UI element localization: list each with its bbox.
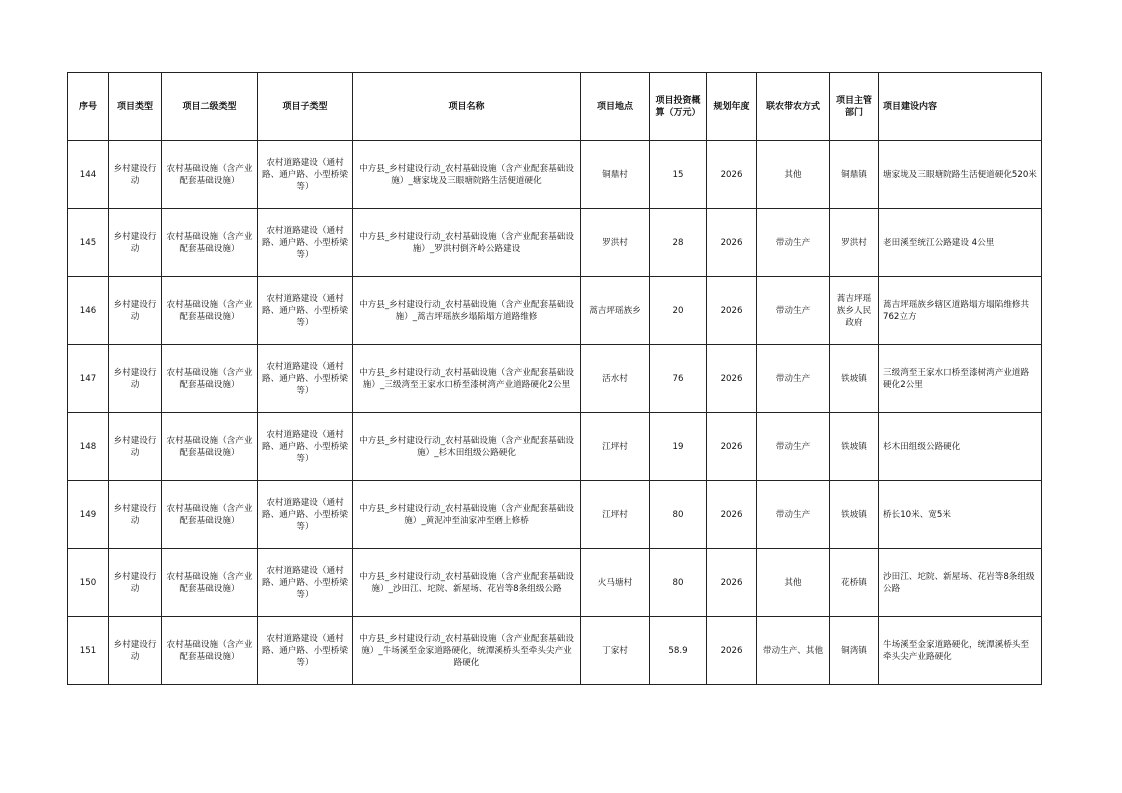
cell-subtype2: 农村基础设施（含产业配套基础设施） [162, 141, 258, 209]
header-no: 序号 [68, 73, 109, 141]
cell-mode: 其他 [757, 549, 830, 617]
cell-dept: 蒿吉坪瑶族乡人民政府 [830, 277, 879, 345]
cell-year: 2026 [707, 277, 757, 345]
cell-mode: 其他 [757, 141, 830, 209]
cell-content: 沙田江、坨院、新屋场、花岩等8条组级公路 [879, 549, 1042, 617]
cell-name: 中方县_乡村建设行动_农村基础设施（含产业配套基础设施）_三级湾至王家水口桥至漆树湾产业道路硬化2公里 [353, 345, 581, 413]
header-dept: 项目主管部门 [830, 73, 879, 141]
cell-mode: 带动生产 [757, 209, 830, 277]
cell-location: 铜鼎村 [581, 141, 650, 209]
cell-subtype: 农村道路建设（通村路、通户路、小型桥梁等） [258, 345, 353, 413]
cell-budget: 80 [650, 481, 707, 549]
cell-content: 三级湾至王家水口桥至漆树湾产业道路硬化2公里 [879, 345, 1042, 413]
cell-subtype2: 农村基础设施（含产业配套基础设施） [162, 413, 258, 481]
cell-budget: 80 [650, 549, 707, 617]
header-subtype: 项目子类型 [258, 73, 353, 141]
cell-no: 145 [68, 209, 109, 277]
cell-no: 149 [68, 481, 109, 549]
cell-budget: 19 [650, 413, 707, 481]
cell-mode: 带动生产 [757, 277, 830, 345]
cell-name: 中方县_乡村建设行动_农村基础设施（含产业配套基础设施）_罗洪村倒齐岭公路建设 [353, 209, 581, 277]
cell-type: 乡村建设行动 [109, 209, 162, 277]
header-row [68, 73, 1042, 141]
cell-type: 乡村建设行动 [109, 481, 162, 549]
header-subtype2: 项目二级类型 [162, 73, 258, 141]
header-location: 项目地点 [581, 73, 650, 141]
cell-year: 2026 [707, 481, 757, 549]
table-row [68, 345, 1042, 413]
header-type: 项目类型 [109, 73, 162, 141]
cell-subtype: 农村道路建设（通村路、通户路、小型桥梁等） [258, 617, 353, 685]
cell-subtype2: 农村基础设施（含产业配套基础设施） [162, 209, 258, 277]
cell-mode: 带动生产 [757, 413, 830, 481]
cell-type: 乡村建设行动 [109, 617, 162, 685]
cell-no: 150 [68, 549, 109, 617]
cell-no: 146 [68, 277, 109, 345]
cell-subtype: 农村道路建设（通村路、通户路、小型桥梁等） [258, 481, 353, 549]
cell-mode: 带动生产、其他 [757, 617, 830, 685]
cell-location: 丁家村 [581, 617, 650, 685]
cell-mode: 带动生产 [757, 345, 830, 413]
cell-name: 中方县_乡村建设行动_农村基础设施（含产业配套基础设施）_蒿吉坪瑶族乡塌陷塌方道路维修 [353, 277, 581, 345]
cell-name: 中方县_乡村建设行动_农村基础设施（含产业配套基础设施）_塘家垅及三眼塘院路生活便道硬化 [353, 141, 581, 209]
cell-name: 中方县_乡村建设行动_农村基础设施（含产业配套基础设施）_杉木田组级公路硬化 [353, 413, 581, 481]
cell-no: 147 [68, 345, 109, 413]
table-row [68, 277, 1042, 345]
cell-location: 活水村 [581, 345, 650, 413]
table-row [68, 413, 1042, 481]
cell-content: 塘家垅及三眼塘院路生活便道硬化520米 [879, 141, 1042, 209]
cell-subtype2: 农村基础设施（含产业配套基础设施） [162, 345, 258, 413]
cell-name: 中方县_乡村建设行动_农村基础设施（含产业配套基础设施）_牛场溪至金家道路硬化，统潭溪桥头至牵头尖产业路硬化 [353, 617, 581, 685]
cell-type: 乡村建设行动 [109, 141, 162, 209]
cell-year: 2026 [707, 345, 757, 413]
header-year: 规划年度 [707, 73, 757, 141]
cell-budget: 20 [650, 277, 707, 345]
cell-year: 2026 [707, 413, 757, 481]
cell-type: 乡村建设行动 [109, 413, 162, 481]
cell-subtype2: 农村基础设施（含产业配套基础设施） [162, 549, 258, 617]
cell-subtype2: 农村基础设施（含产业配套基础设施） [162, 617, 258, 685]
cell-content: 杉木田组级公路硬化 [879, 413, 1042, 481]
cell-no: 148 [68, 413, 109, 481]
cell-content: 老田溪至统江公路建设 4公里 [879, 209, 1042, 277]
table-row [68, 141, 1042, 209]
cell-subtype2: 农村基础设施（含产业配套基础设施） [162, 481, 258, 549]
cell-content: 桥长10米、宽5米 [879, 481, 1042, 549]
table-row [68, 617, 1042, 685]
cell-year: 2026 [707, 617, 757, 685]
cell-dept: 铁坡镇 [830, 413, 879, 481]
table-row [68, 481, 1042, 549]
cell-content: 蒿吉坪瑶族乡辖区道路塌方塌陷维修共762立方 [879, 277, 1042, 345]
cell-type: 乡村建设行动 [109, 277, 162, 345]
cell-location: 火马塘村 [581, 549, 650, 617]
cell-year: 2026 [707, 549, 757, 617]
cell-content: 牛场溪至金家道路硬化，统潭溪桥头至牵头尖产业路硬化 [879, 617, 1042, 685]
cell-year: 2026 [707, 209, 757, 277]
cell-type: 乡村建设行动 [109, 549, 162, 617]
cell-dept: 铜湾镇 [830, 617, 879, 685]
table-row [68, 209, 1042, 277]
cell-budget: 76 [650, 345, 707, 413]
cell-type: 乡村建设行动 [109, 345, 162, 413]
table-row [68, 549, 1042, 617]
cell-no: 144 [68, 141, 109, 209]
project-table [67, 72, 1042, 685]
cell-dept: 花桥镇 [830, 549, 879, 617]
cell-location: 蒿吉坪瑶族乡 [581, 277, 650, 345]
cell-subtype: 农村道路建设（通村路、通户路、小型桥梁等） [258, 277, 353, 345]
cell-name: 中方县_乡村建设行动_农村基础设施（含产业配套基础设施）_黄泥冲至油家冲至磨上修桥 [353, 481, 581, 549]
cell-budget: 28 [650, 209, 707, 277]
cell-subtype: 农村道路建设（通村路、通户路、小型桥梁等） [258, 413, 353, 481]
cell-budget: 15 [650, 141, 707, 209]
header-content: 项目建设内容 [879, 73, 1042, 141]
cell-subtype: 农村道路建设（通村路、通户路、小型桥梁等） [258, 209, 353, 277]
cell-mode: 带动生产 [757, 481, 830, 549]
header-budget: 项目投资概算（万元） [650, 73, 707, 141]
cell-subtype: 农村道路建设（通村路、通户路、小型桥梁等） [258, 549, 353, 617]
header-name: 项目名称 [353, 73, 581, 141]
cell-name: 中方县_乡村建设行动_农村基础设施（含产业配套基础设施）_沙田江、坨院、新屋场、花岩等8条组级公路 [353, 549, 581, 617]
cell-subtype: 农村道路建设（通村路、通户路、小型桥梁等） [258, 141, 353, 209]
cell-budget: 58.9 [650, 617, 707, 685]
cell-location: 江坪村 [581, 481, 650, 549]
cell-year: 2026 [707, 141, 757, 209]
cell-dept: 罗洪村 [830, 209, 879, 277]
cell-location: 罗洪村 [581, 209, 650, 277]
header-mode: 联农带农方式 [757, 73, 830, 141]
cell-no: 151 [68, 617, 109, 685]
cell-dept: 铜鼎镇 [830, 141, 879, 209]
cell-dept: 铁坡镇 [830, 481, 879, 549]
cell-subtype2: 农村基础设施（含产业配套基础设施） [162, 277, 258, 345]
cell-dept: 铁坡镇 [830, 345, 879, 413]
cell-location: 江坪村 [581, 413, 650, 481]
